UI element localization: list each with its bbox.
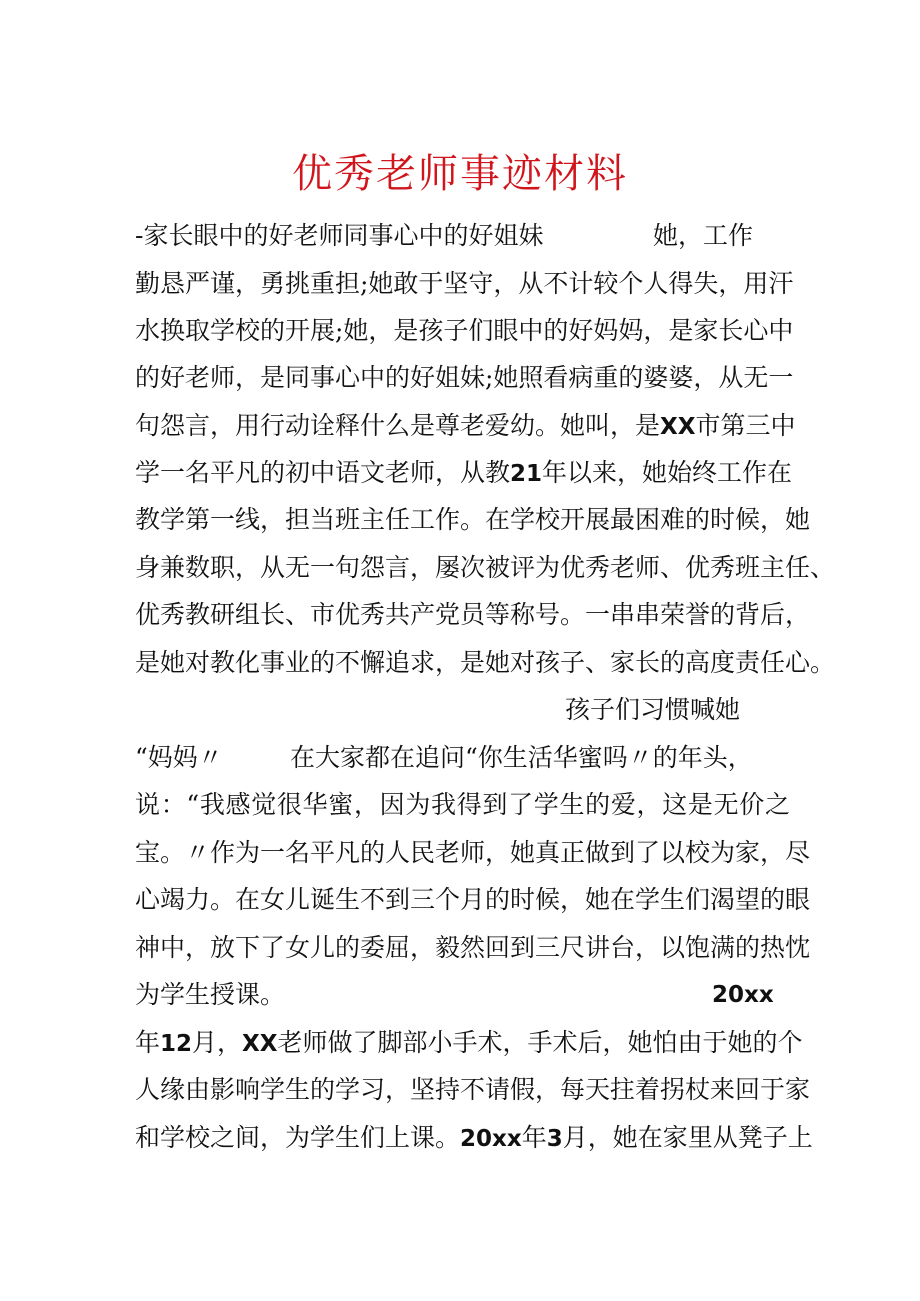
years-number: 21 xyxy=(510,461,543,487)
month-number: 3 xyxy=(546,1126,563,1152)
year-number: 20xx xyxy=(460,1126,522,1152)
text-line-13: 说：“我感觉很华蜜，因为我得到了学生的爱，这是无价之 xyxy=(135,790,790,819)
line-17-head: 为学生授课。 xyxy=(135,980,286,1009)
line-12-head: “妈妈〃 xyxy=(135,743,223,772)
text-line-17 xyxy=(135,975,790,1015)
text-line-2: 勤恳严谨，勇挑重担;她敢于坚守，从不计较个人得失，用汗 xyxy=(135,269,794,298)
text-line-3: 水换取学校的开展;她，是孩子们眼中的好妈妈，是家长心中 xyxy=(135,316,794,345)
month-number: 12 xyxy=(160,1031,193,1057)
text-run: 月，她在家里从凳子上 xyxy=(562,1123,813,1152)
document-title: 优秀老师事迹材料 xyxy=(292,151,628,197)
line-12-tail: 在大家都在追问“你生活华蜜吗〃的年头， xyxy=(290,743,753,772)
text-line-8: 身兼数职，从无一句怨言，屡次被评为优秀老师、优秀班主任、 xyxy=(135,553,836,582)
text-line-18 xyxy=(135,1023,803,1063)
text-run: 市第三中 xyxy=(695,411,796,440)
text-line-1 xyxy=(135,216,790,256)
text-run: 年 xyxy=(521,1123,547,1152)
text-line-10: 是她对教化事业的不懈追求，是她对孩子、家长的高度责任心。 xyxy=(135,648,836,677)
text-line-5 xyxy=(135,406,796,446)
text-line-19: 人缘由影响学生的学习，坚持不请假，每天拄着拐杖来回于家 xyxy=(135,1075,811,1104)
text-run: 句怨言，用行动诠释什么是尊老爱幼。她叫，是 xyxy=(135,411,661,440)
subtitle-text: -家长眼中的好老师同事心中的好姐妹 xyxy=(135,221,544,250)
text-run: 和学校之间，为学生们上课。 xyxy=(135,1123,461,1152)
year-number: 20xx xyxy=(712,982,774,1008)
text-line-12 xyxy=(135,738,790,778)
name-placeholder: XX xyxy=(242,1031,278,1057)
text-run: 学一名平凡的初中语文老师，从教 xyxy=(135,458,511,487)
text-line-11: 孩子们习惯喊她 xyxy=(565,695,741,724)
text-run: 老师做了脚部小手术，手术后，她怕由于她的个 xyxy=(277,1028,803,1057)
text-run: 月， xyxy=(192,1028,243,1057)
text-line-4: 的好老师，是同事心中的好姐妹;她照看病重的婆婆，从无一 xyxy=(135,363,794,392)
text-line-14: 宝。〃作为一名平凡的人民老师，她真正做到了以校为家，尽 xyxy=(135,838,811,867)
line-1-tail: 她，工作 xyxy=(653,221,754,250)
text-line-9: 优秀教研组长、市优秀共产党员等称号。一串串荣誉的背后， xyxy=(135,600,811,629)
text-line-15: 心竭力。在女儿诞生不到三个月的时候，她在学生们渴望的眼 xyxy=(135,885,811,914)
text-line-7: 教学第一线，担当班主任工作。在学校开展最困难的时候，她 xyxy=(135,505,811,534)
text-line-16: 神中，放下了女儿的委屈，毅然回到三尺讲台，以饱满的热忱 xyxy=(135,933,811,962)
text-line-20 xyxy=(135,1118,813,1158)
text-run: 年 xyxy=(135,1028,161,1057)
text-line-6 xyxy=(135,453,793,493)
name-placeholder: XX xyxy=(660,414,696,440)
text-run: 年以来，她始终工作在 xyxy=(542,458,793,487)
